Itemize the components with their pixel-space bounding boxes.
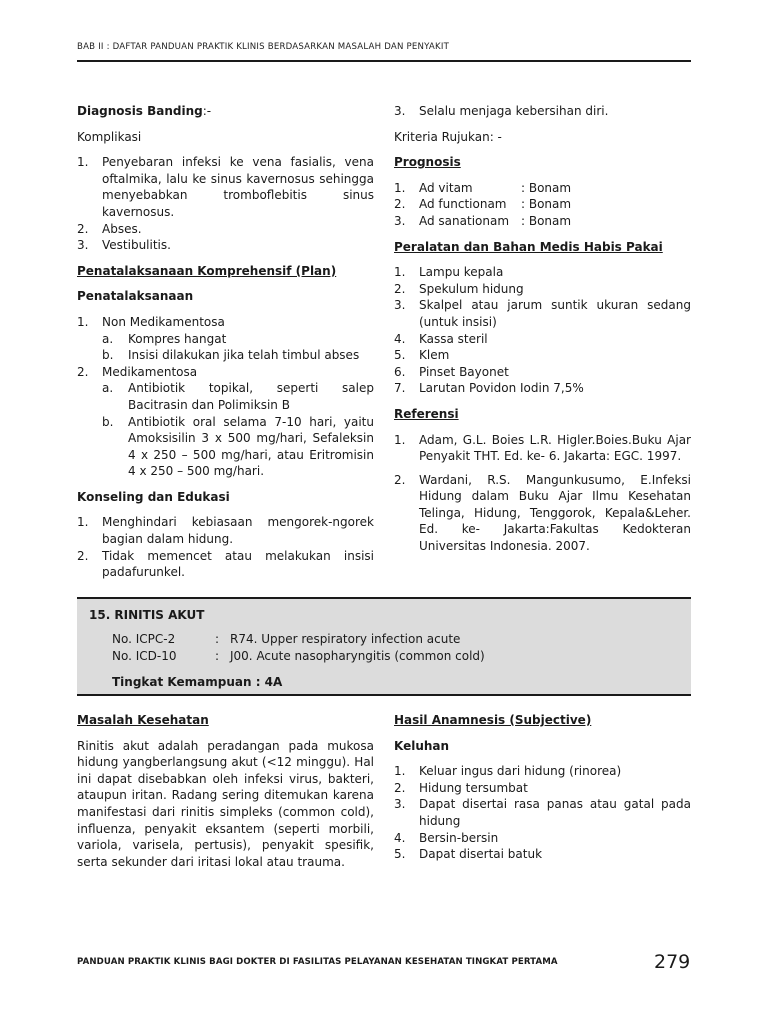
item-number: 2. — [77, 221, 89, 236]
peralatan-list — [394, 264, 691, 397]
list-item — [394, 432, 691, 465]
prognosis-key: Ad sanationam — [419, 213, 510, 228]
item-number: 5. — [394, 348, 406, 363]
list-item — [77, 314, 374, 331]
masalah-kesehatan-section — [77, 712, 374, 879]
list-item — [394, 796, 691, 829]
item-number: 5. — [394, 847, 406, 862]
item-number: 1. — [77, 155, 89, 170]
prognosis-value: : Bonam — [521, 180, 572, 195]
komplikasi-label: Komplikasi — [77, 129, 142, 144]
list-item — [394, 213, 691, 230]
list-item — [394, 103, 691, 120]
konseling-list — [77, 514, 374, 580]
icd-colon: : — [215, 649, 220, 663]
item-text: Dapat disertai rasa panas atau gatal pada hidung — [419, 797, 691, 828]
item-text: Skalpel atau jarum suntik ukuran sedang (untuk insisi) — [419, 298, 691, 329]
list-item — [77, 221, 374, 238]
item-text: Medikamentosa — [102, 364, 198, 379]
prognosis-heading: Prognosis — [394, 155, 461, 170]
prognosis-key: Ad functionam — [419, 197, 507, 212]
item-number: 1. — [77, 314, 89, 329]
konseling-list-continued — [394, 103, 691, 120]
subitem-letter: b. — [102, 414, 114, 429]
item-number: 2. — [77, 548, 89, 563]
icd-row — [112, 648, 485, 665]
left-column — [77, 103, 374, 581]
item-text: Bersin-bersin — [419, 830, 499, 845]
item-number: 4. — [394, 830, 406, 845]
peralatan-heading: Peralatan dan Bahan Medis Habis Pakai — [394, 239, 663, 254]
sub-list-item — [77, 380, 374, 413]
list-item — [394, 763, 691, 780]
disease-title: 15. RINITIS AKUT — [89, 608, 205, 622]
sub-list-item — [77, 331, 374, 348]
icd-value: J00. Acute nasopharyngitis (common cold) — [230, 649, 485, 663]
icpc-value: R74. Upper respiratory infection acute — [230, 632, 461, 646]
list-item — [77, 548, 374, 581]
header-divider — [77, 60, 691, 62]
subitem-text: Insisi dilakukan jika telah timbul abses — [128, 348, 360, 363]
list-item — [394, 331, 691, 348]
item-number: 7. — [394, 381, 406, 396]
item-text: Wardani, R.S. Mangunkusumo, E.Infeksi Hidung dalam Buku Ajar Ilmu Kesehatan Telinga, Hidung, Tenggorok, Kepala&Leher. Ed. ke- Jakarta:Fakultas Kedokteran Universitas Indonesia. 2007. — [419, 472, 691, 554]
list-item — [394, 846, 691, 863]
list-item — [394, 364, 691, 381]
disease-header-box — [77, 597, 691, 696]
running-footer: PANDUAN PRAKTIK KLINIS BAGI DOKTER DI FASILITAS PELAYANAN KESEHATAN TINGKAT PERTAMA — [77, 957, 558, 967]
item-text: Selalu menjaga kebersihan diri. — [419, 104, 609, 118]
running-header: BAB II : DAFTAR PANDUAN PRAKTIK KLINIS BERDASARKAN MASALAH DAN PENYAKIT — [77, 42, 450, 52]
item-number: 2. — [394, 780, 406, 795]
penatalaksanaan-list — [77, 314, 374, 480]
item-number: 1. — [394, 180, 406, 195]
list-item — [394, 347, 691, 364]
keluhan-label: Keluhan — [394, 738, 450, 753]
list-item — [394, 180, 691, 197]
referensi-heading: Referensi — [394, 406, 459, 421]
list-item — [394, 264, 691, 281]
masalah-heading: Masalah Kesehatan — [77, 713, 209, 727]
referensi-list — [394, 432, 691, 555]
list-item — [394, 472, 691, 555]
keluhan-list — [394, 763, 691, 863]
item-number: 3. — [394, 298, 406, 313]
item-number: 6. — [394, 364, 406, 379]
subitem-letter: b. — [102, 348, 114, 363]
item-text: Vestibulitis. — [102, 238, 171, 253]
diagnosis-banding — [77, 103, 374, 120]
masalah-text: Rinitis akut adalah peradangan pada mukosa hidung yangberlangsung akut (<12 minggu). Hal ini dapat disebabkan oleh infeksi virus, bakteri, ataupun iritan. Radang sering ditemukan karena manifestasi dari rinitis simpleks (common cold), influenza, penyakit eksantem (seperti morbili, variola, varisela, pertusis), penyakit spesifik, serta sekunder dari iritasi lokal atau trauma. — [77, 738, 374, 869]
item-number: 4. — [394, 331, 406, 346]
plan-heading: Penatalaksanaan Komprehensif (Plan) — [77, 263, 337, 278]
subitem-text: Antibiotik oral selama 7-10 hari, yaitu Amoksisilin 3 x 500 mg/hari, Sefaleksin 4 x 250 – 500 mg/hari, atau Eritromisin 4 x 250 – 500 mg/hari. — [128, 414, 374, 479]
item-text: Dapat disertai batuk — [419, 847, 543, 862]
item-text: Menghindari kebiasaan mengorek-ngorek bagian dalam hidung. — [102, 515, 374, 547]
item-text: Spekulum hidung — [419, 281, 524, 296]
list-item — [394, 196, 691, 213]
page-number: 279 — [654, 951, 691, 973]
item-text: Adam, G.L. Boies L.R. Higler.Boies.Buku Ajar Penyakit THT. Ed. ke- 6. Jakarta: EGC. 1997. — [419, 432, 691, 464]
sub-list-item — [77, 347, 374, 364]
list-item — [77, 154, 374, 220]
item-text: Larutan Povidon Iodin 7,5% — [419, 381, 584, 396]
item-text: Hidung tersumbat — [419, 780, 528, 795]
tingkat-kemampuan: Tingkat Kemampuan : 4A — [112, 675, 283, 689]
subitem-letter: a. — [102, 381, 114, 396]
item-text: Penyebaran infeksi ke vena fasialis, vena oftalmika, lalu ke sinus kavernosus sehingga menyebabkan tromboflebitis sinus kavernosus. — [102, 155, 374, 219]
item-number: 2. — [394, 197, 406, 212]
item-number: 3. — [394, 797, 406, 812]
item-number: 1. — [394, 265, 406, 280]
item-number: 1. — [77, 515, 89, 530]
item-number: 3. — [394, 104, 406, 118]
list-item — [394, 380, 691, 397]
list-item — [77, 514, 374, 547]
item-text: Tidak memencet atau melakukan insisi padafurunkel. — [102, 548, 374, 580]
subitem-text: Antibiotik topikal, seperti salep Bacitrasin dan Polimiksin B — [128, 381, 374, 412]
list-item — [394, 297, 691, 330]
item-text: Lampu kepala — [419, 265, 504, 280]
list-item — [77, 237, 374, 254]
prognosis-value: : Bonam — [521, 213, 572, 228]
item-text: Klem — [419, 348, 450, 363]
kriteria-rujukan: Kriteria Rujukan: - — [394, 129, 502, 144]
item-number: 2. — [77, 364, 89, 379]
prognosis-list — [394, 180, 691, 230]
subitem-letter: a. — [102, 331, 114, 346]
right-column — [394, 103, 691, 555]
list-item — [394, 281, 691, 298]
item-number: 3. — [394, 213, 406, 228]
item-number: 2. — [394, 281, 406, 296]
prognosis-value: : Bonam — [521, 197, 572, 212]
subitem-text: Kompres hangat — [128, 331, 227, 346]
item-number: 1. — [394, 764, 406, 779]
anamnesis-section — [394, 712, 691, 863]
icpc-row — [112, 631, 460, 648]
item-number: 1. — [394, 432, 406, 447]
list-item — [77, 364, 374, 381]
icpc-label: No. ICPC-2 — [112, 632, 176, 646]
list-item — [394, 780, 691, 797]
item-number: 2. — [394, 472, 406, 487]
item-text: Abses. — [102, 221, 142, 236]
icd-label: No. ICD-10 — [112, 649, 177, 663]
list-item — [394, 830, 691, 847]
diagnosis-banding-label: Diagnosis Banding — [77, 104, 203, 118]
item-text: Pinset Bayonet — [419, 364, 509, 379]
anamnesis-heading: Hasil Anamnesis (Subjective) — [394, 713, 592, 727]
prognosis-key: Ad vitam — [419, 180, 473, 195]
item-number: 3. — [77, 238, 89, 253]
icpc-colon: : — [215, 632, 220, 646]
sub-list-item — [77, 414, 374, 480]
konseling-label: Konseling dan Edukasi — [77, 489, 230, 504]
diagnosis-banding-value: :- — [202, 104, 212, 118]
item-text: Non Medikamentosa — [102, 314, 225, 329]
komplikasi-list — [77, 154, 374, 254]
item-text: Keluar ingus dari hidung (rinorea) — [419, 764, 622, 779]
penatalaksanaan-label: Penatalaksanaan — [77, 289, 194, 304]
item-text: Kassa steril — [419, 331, 488, 346]
